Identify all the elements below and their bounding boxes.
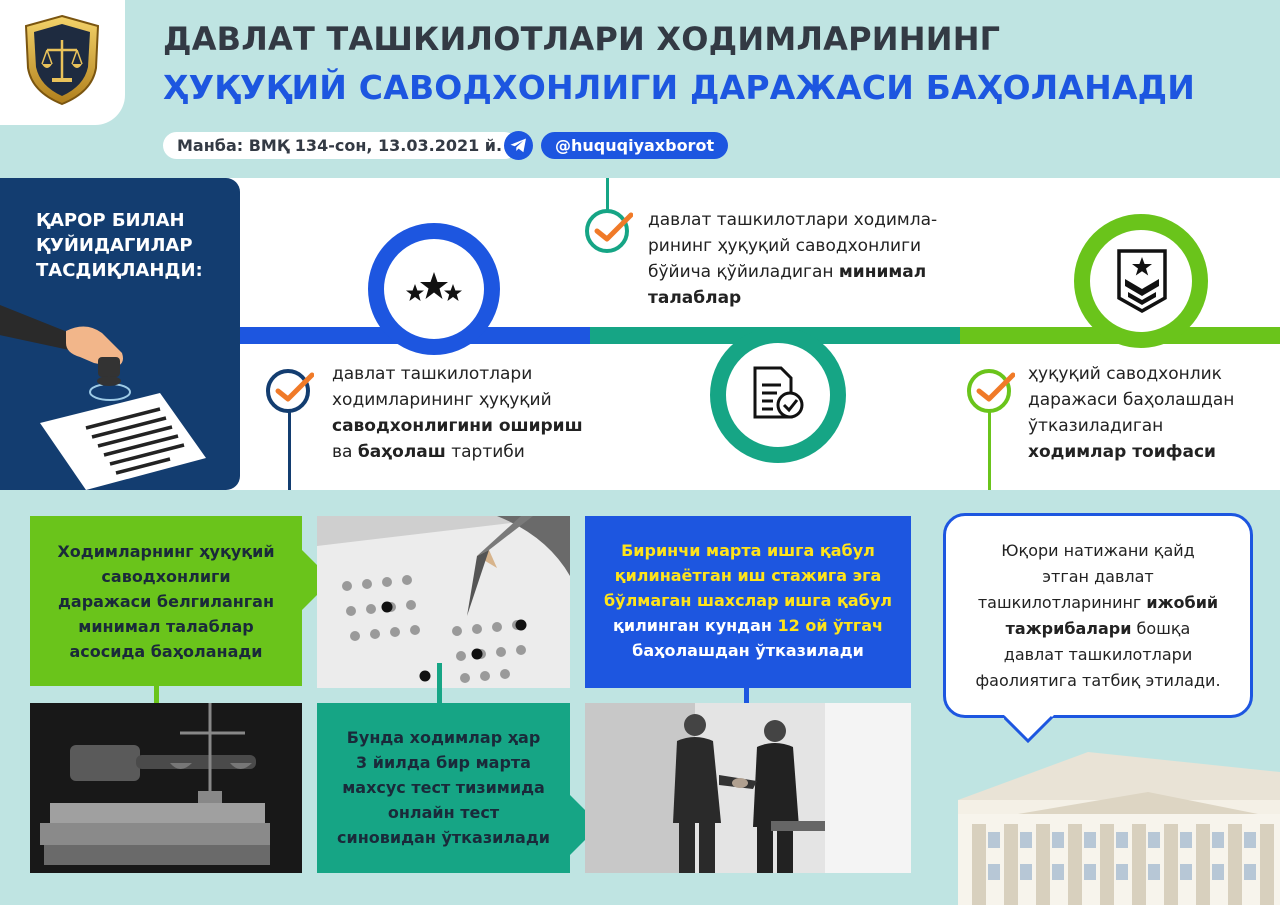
- source-label: Манба: ВМҚ 134-сон, 13.03.2021 й.: [163, 132, 518, 159]
- text-line: минимал талаблар: [78, 617, 254, 636]
- text-line: Биринчи марта ишга қабул: [621, 541, 875, 560]
- heading-line: ҚАРОР БИЛАН: [36, 210, 185, 231]
- bubble-text: [946, 538, 1250, 694]
- text-line: асосида баҳоланади: [69, 642, 263, 661]
- highlight-period: 12 ой ўтгач: [777, 616, 883, 635]
- text-line: қилинган кундан 12 ой ўтгач: [613, 616, 883, 635]
- approved-panel: [0, 178, 240, 490]
- ring-insignia: [1074, 214, 1208, 348]
- text-line: даражаси белгиланган: [57, 592, 275, 611]
- approved-heading: [36, 208, 203, 283]
- text-line: ходимларининг ҳуқуқий: [332, 390, 552, 410]
- gavel-and-scales-photo: [30, 703, 302, 873]
- item-procedure-text: [332, 361, 583, 465]
- text-line: қилинаётган иш стажига эга: [614, 566, 882, 585]
- box-assessment-basis: [30, 516, 302, 686]
- item-categories-text: [1028, 361, 1234, 465]
- text-line: онлайн тест: [387, 803, 500, 822]
- text-line: тажрибалари бошқа: [1005, 619, 1191, 638]
- text-line: рининг ҳуқуқий саводхонлиги: [648, 236, 922, 256]
- text-line: бўлмаган шахслар ишга қабул: [603, 591, 892, 610]
- check-icon: [585, 209, 629, 253]
- text-line: давлат ташкилотлари: [332, 364, 533, 384]
- text-line: махсус тест тизимида: [342, 778, 545, 797]
- box-testing-frequency: [317, 703, 570, 873]
- telegram-handle[interactable]: @huquqiyaxborot: [541, 132, 728, 159]
- text-line: синовидан ўтказилади: [337, 828, 550, 847]
- text-line: баҳолашдан ўтказилади: [632, 641, 864, 660]
- business-handshake-photo: [585, 703, 911, 873]
- check-icon: [266, 369, 310, 413]
- answer-sheet-pencil-photo: [317, 516, 570, 688]
- connector-2: [606, 178, 609, 212]
- government-building-icon: [958, 752, 1280, 905]
- document-check-icon: [751, 365, 807, 423]
- experience-bubble: [943, 513, 1253, 718]
- ring-document: [710, 327, 846, 463]
- text-line: Ходимларнинг ҳуқуқий: [57, 542, 275, 561]
- text-line: бўйича қўйиладиган минимал: [648, 262, 927, 282]
- heading-line: ҚУЙИДАГИЛАР: [36, 235, 193, 256]
- text-line: ўтказиладиган: [1028, 416, 1164, 436]
- text-line: талаблар: [648, 288, 742, 308]
- telegram-icon[interactable]: [504, 131, 533, 160]
- shield-emblem-icon: [14, 12, 110, 108]
- text-line: фаолиятига татбиқ этилади.: [975, 671, 1221, 690]
- box-text: [30, 539, 302, 664]
- connector-1: [288, 405, 291, 490]
- text-line: ташкилотларининг ижобий: [977, 593, 1219, 612]
- text-line: даражаси баҳолашдан: [1028, 390, 1235, 410]
- connector-exam: [437, 663, 442, 705]
- text-line: давлат ташкилотлари ходимла-: [648, 210, 938, 230]
- text-line: Бунда ходимлар ҳар: [346, 728, 541, 747]
- text-line: саводхонлиги: [101, 567, 231, 586]
- title-line-2: ҲУҚУҚИЙ САВОДХОНЛИГИ ДАРАЖАСИ БАҲОЛАНАДИ: [163, 68, 1196, 107]
- text-line: давлат ташкилотлари: [1003, 645, 1193, 664]
- box-text: [317, 725, 570, 850]
- hand-stamp-document-icon: [0, 273, 240, 490]
- text-line: этган давлат: [1042, 567, 1154, 586]
- connector-3: [988, 408, 991, 490]
- text-line: ҳуқуқий саводхонлик: [1028, 364, 1222, 384]
- heading-line: ТАСДИҚЛАНДИ:: [36, 260, 203, 281]
- text-line: саводхонлигини ошириш: [332, 416, 583, 436]
- ring-stars: [368, 223, 500, 355]
- item-requirements-text: [648, 207, 937, 311]
- title-line-1: ДАВЛАТ ТАШКИЛОТЛАРИ ХОДИМЛАРИНИНГ: [163, 20, 1001, 58]
- text-line: Юқори натижани қайд: [1001, 541, 1195, 560]
- text-line: ходимлар тоифаси: [1028, 442, 1216, 462]
- emblem: [0, 0, 125, 125]
- box-text: [585, 538, 911, 663]
- text-line: ва баҳолаш тартиби: [332, 442, 525, 462]
- bubble-tail: [1004, 715, 1054, 743]
- check-icon: [967, 369, 1011, 413]
- text-line: 3 йилда бир марта: [356, 753, 531, 772]
- stars-icon: [405, 269, 463, 309]
- box-first-hire: [585, 516, 911, 688]
- rank-insignia-icon: [1116, 248, 1168, 314]
